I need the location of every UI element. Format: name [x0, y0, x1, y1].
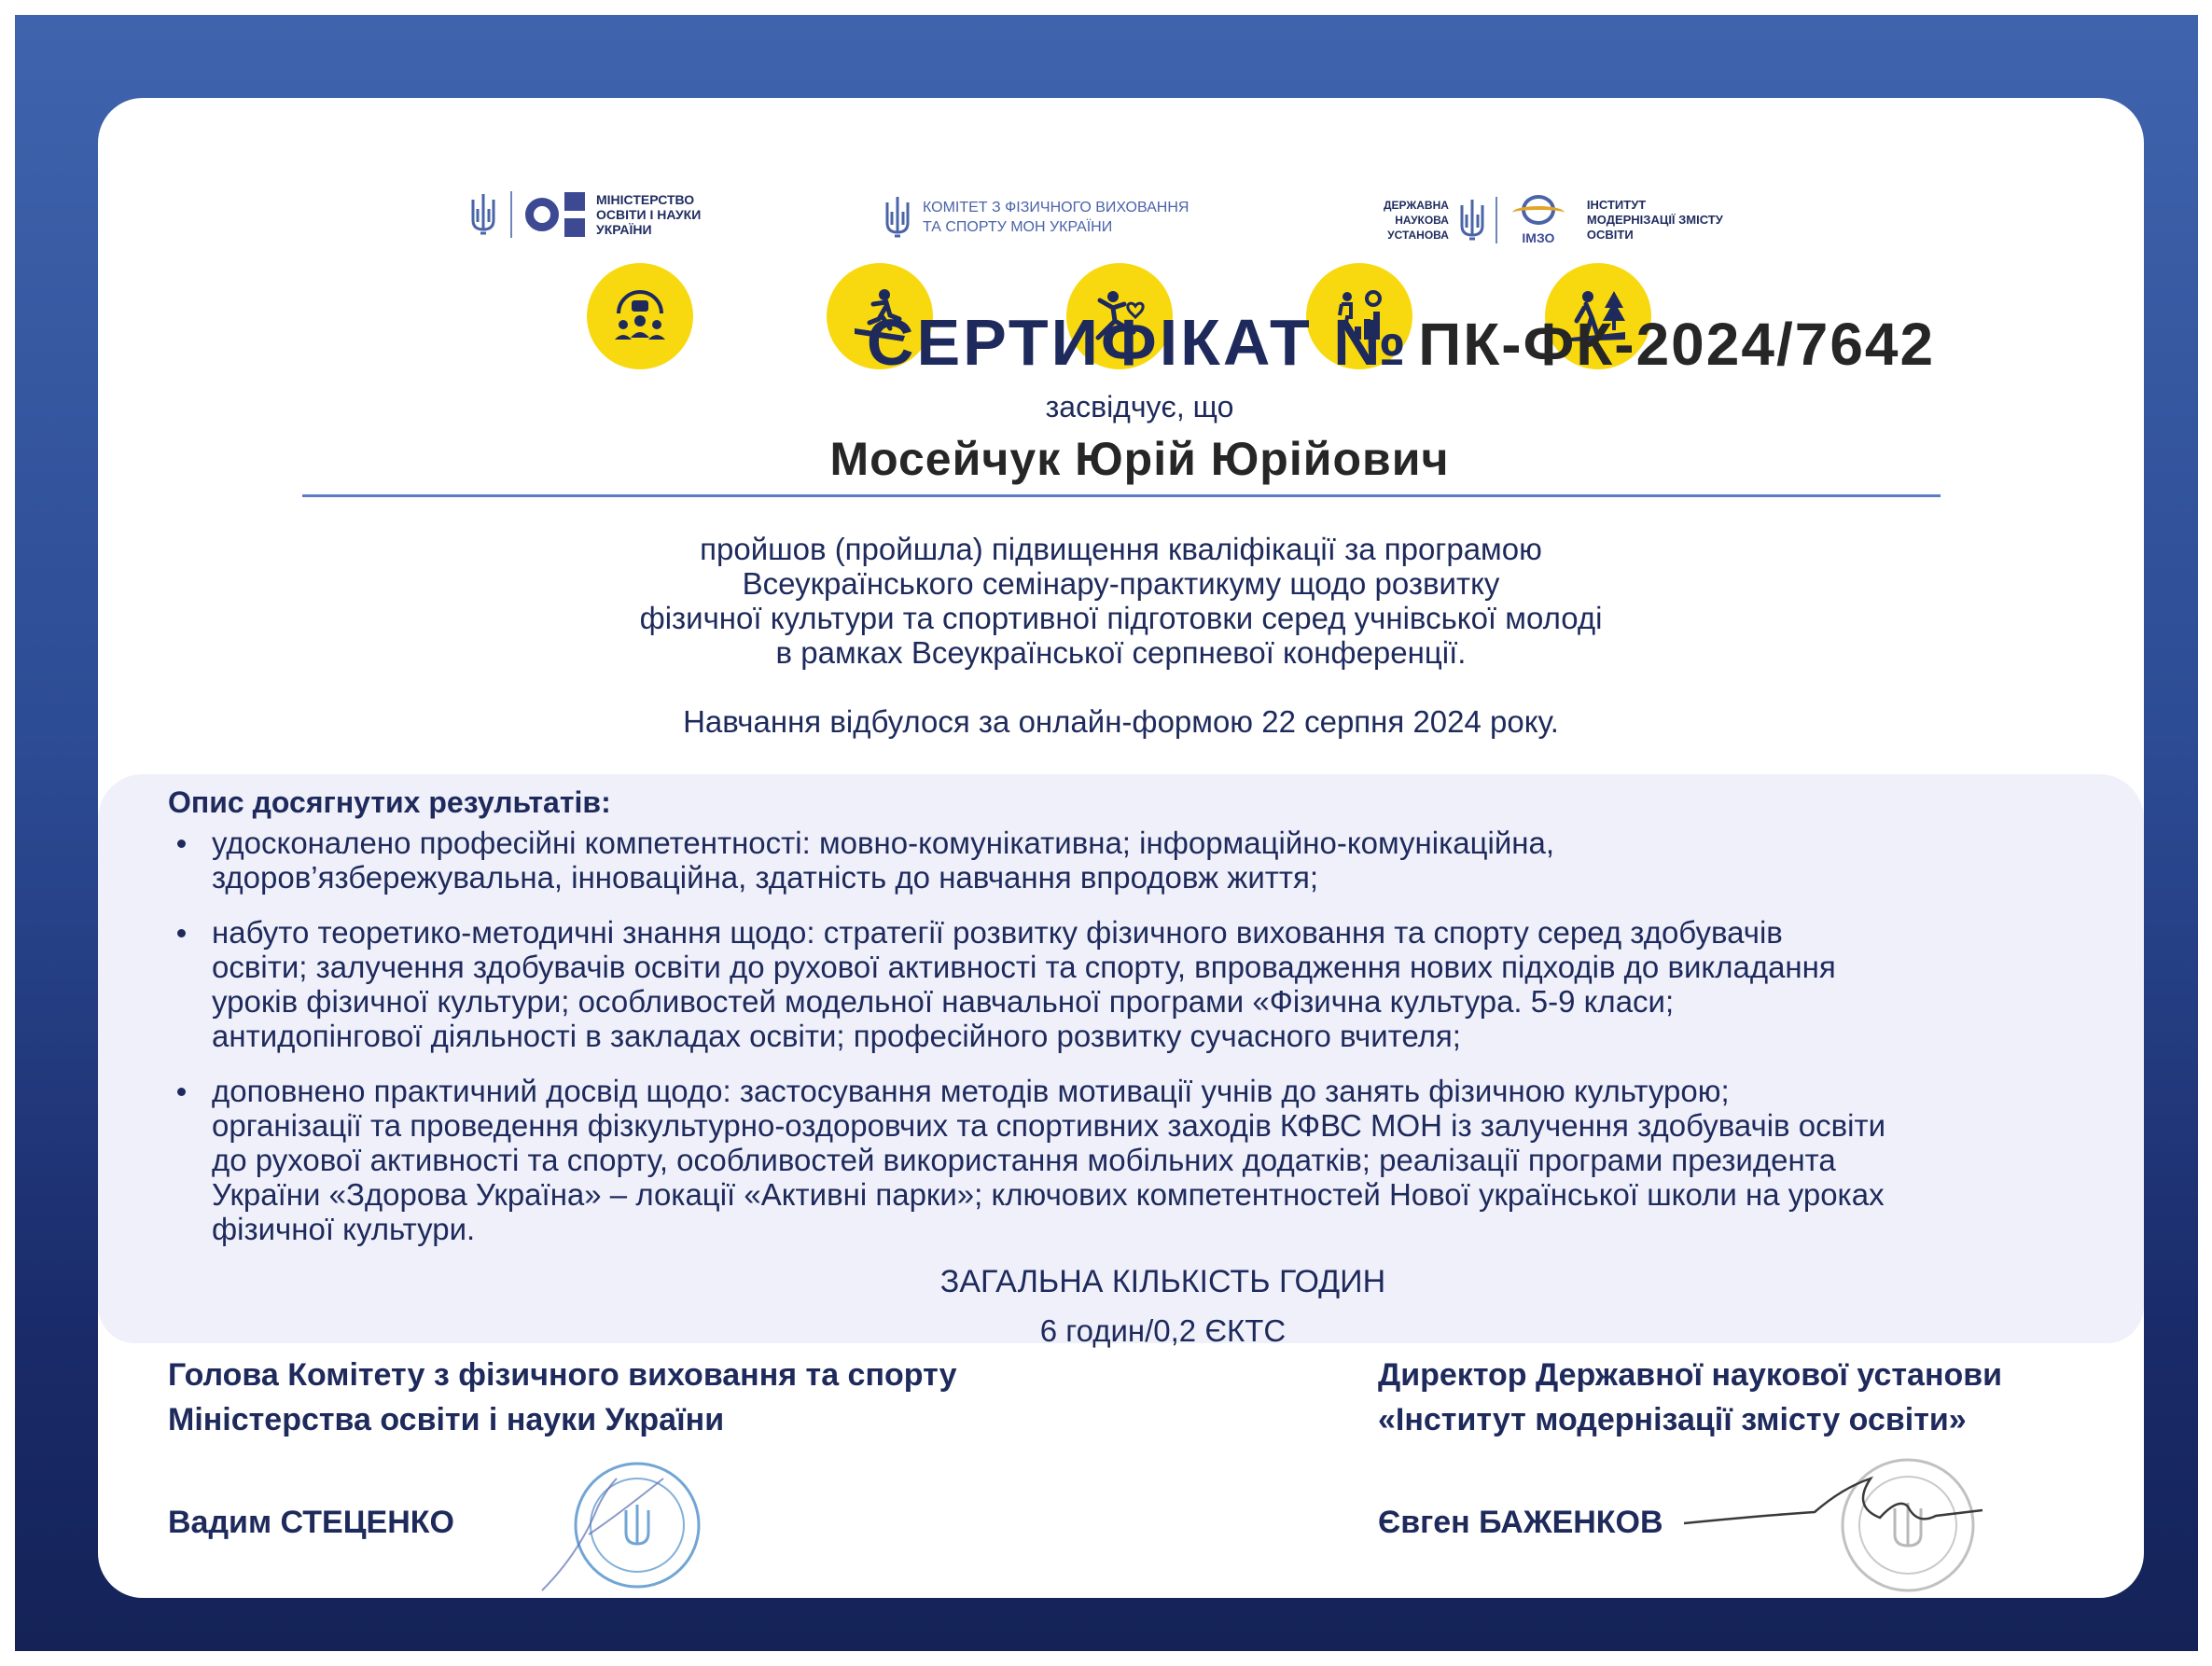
list-item: набуто теоретико-методичні знання щодо: стратегії розвитку фізичного виховання та спорту серед здобувачів освіти; залучення здобувачів освіти до рухової активності та спорту, впровадження нових підходів до викладання уроків фізичної культури; особливостей модельної навчальної програми «Фізична культура. 5-9 класи; антидопінгової діяльності в закладах освіти; професійного розвитку сучасного вчителя; [168, 915, 2108, 1053]
total-hours-value: 6 годин/0,2 ЄКТС [1039, 1313, 1287, 1348]
certifies-text: засвідчує, що [1045, 390, 1234, 423]
certificate-title [98, 305, 2144, 380]
trident-icon [469, 192, 497, 237]
director-signature-stamp [1684, 1451, 2029, 1598]
results-list [168, 826, 2108, 1267]
list-item: доповнено практичний досвід щодо: застосування методів мотивації учнів до занять фізичною культурою; організації та проведення фізкультурно-оздоровчих та спортивних заходів КФВС МОН із залучення здобувачів освіти до рухової активності та спорту, особливостей використання мобільних додатків; реалізації програми президента України «Здорова Україна» – локації «Активні парки»; ключових компетентностей Нової української школи на уроках фізичної культури. [168, 1074, 2108, 1246]
list-item: удосконалено професійні компетентності: мовно-комунікативна; інформаційно-комунікаційна, здоров’язбережувальна, інноваційна, здатність до навчання впродовж життя; [168, 826, 2108, 895]
imzo-line: ОСВІТИ [1586, 228, 1634, 242]
description-line: пройшов (пройшла) підвищення кваліфікації за програмою [700, 532, 1542, 566]
dns-line: ДЕРЖАВНА [1384, 199, 1449, 212]
certificate-card [98, 98, 2144, 1598]
left-signatory-title: Голова Комітету з фізичного виховання та спорту Міністерства освіти і науки України [168, 1357, 957, 1437]
trident-icon [883, 195, 911, 240]
imzo-line: ІНСТИТУТ [1586, 198, 1647, 212]
training-date-text: Навчання відбулося за онлайн-формою 22 серпня 2024 року. [683, 704, 1559, 739]
mon-line: МІНІСТЕРСТВО [596, 192, 695, 207]
description-line: Всеукраїнського семінару-практикуму щодо розвитку [742, 566, 1500, 601]
mon-logo [469, 191, 701, 238]
imzo-abbr: ІМЗО [1522, 230, 1555, 245]
left-signatory-name: Вадим СТЕЦЕНКО [168, 1505, 454, 1540]
dns-line: НАУКОВА [1395, 214, 1449, 227]
mon-mark-icon [525, 192, 585, 237]
description-line: в рамках Всеукраїнської серпневої конференції. [775, 635, 1467, 670]
committee-logo-text [923, 198, 1189, 237]
recipient-name: Мосейчук Юрій Юрійович [829, 433, 1450, 485]
results-title: Опис досягнутих результатів: [168, 785, 611, 819]
total-hours-title: ЗАГАЛЬНА КІЛЬКІСТЬ ГОДИН [939, 1264, 1386, 1299]
right-signatory-title: Директор Державної наукової установи «Інститут модернізації змісту освіти» [1378, 1357, 2003, 1437]
mon-line: УКРАЇНИ [596, 222, 652, 237]
certificate-frame [15, 15, 2198, 1651]
dns-line: УСТАНОВА [1387, 229, 1449, 242]
results-panel [98, 774, 2144, 1348]
logo-divider [510, 191, 512, 238]
description-line: фізичної культури та спортивної підготовки серед учнівської молоді [639, 601, 1603, 635]
imzo-line: МОДЕРНІЗАЦІЇ ЗМІСТУ [1586, 213, 1723, 227]
logo-divider [1496, 197, 1497, 243]
mon-logo-text [596, 192, 701, 237]
dns-text [1384, 198, 1449, 243]
mon-line: ОСВІТИ І НАУКИ [596, 207, 702, 222]
committee-stamp [533, 1451, 710, 1598]
certificate-label: СЕРТИФІКАТ № [866, 306, 1410, 379]
committee-logo [883, 195, 1189, 240]
imzo-logo [1384, 195, 1723, 245]
imzo-logo-text [1587, 198, 1723, 243]
name-underline [302, 494, 1941, 497]
right-signatory-name: Євген БАЖЕНКОВ [1378, 1505, 1663, 1540]
logos-row [98, 191, 2144, 247]
program-description [98, 532, 2144, 670]
committee-line: КОМІТЕТ З ФІЗИЧНОГО ВИХОВАННЯ [923, 200, 1189, 215]
certificate-number: ПК-ФК-2024/7642 [1418, 311, 1936, 378]
imzo-globe-icon [1509, 195, 1568, 245]
trident-icon [1458, 198, 1486, 243]
committee-line: ТА СПОРТУ МОН УКРАЇНИ [923, 219, 1113, 235]
